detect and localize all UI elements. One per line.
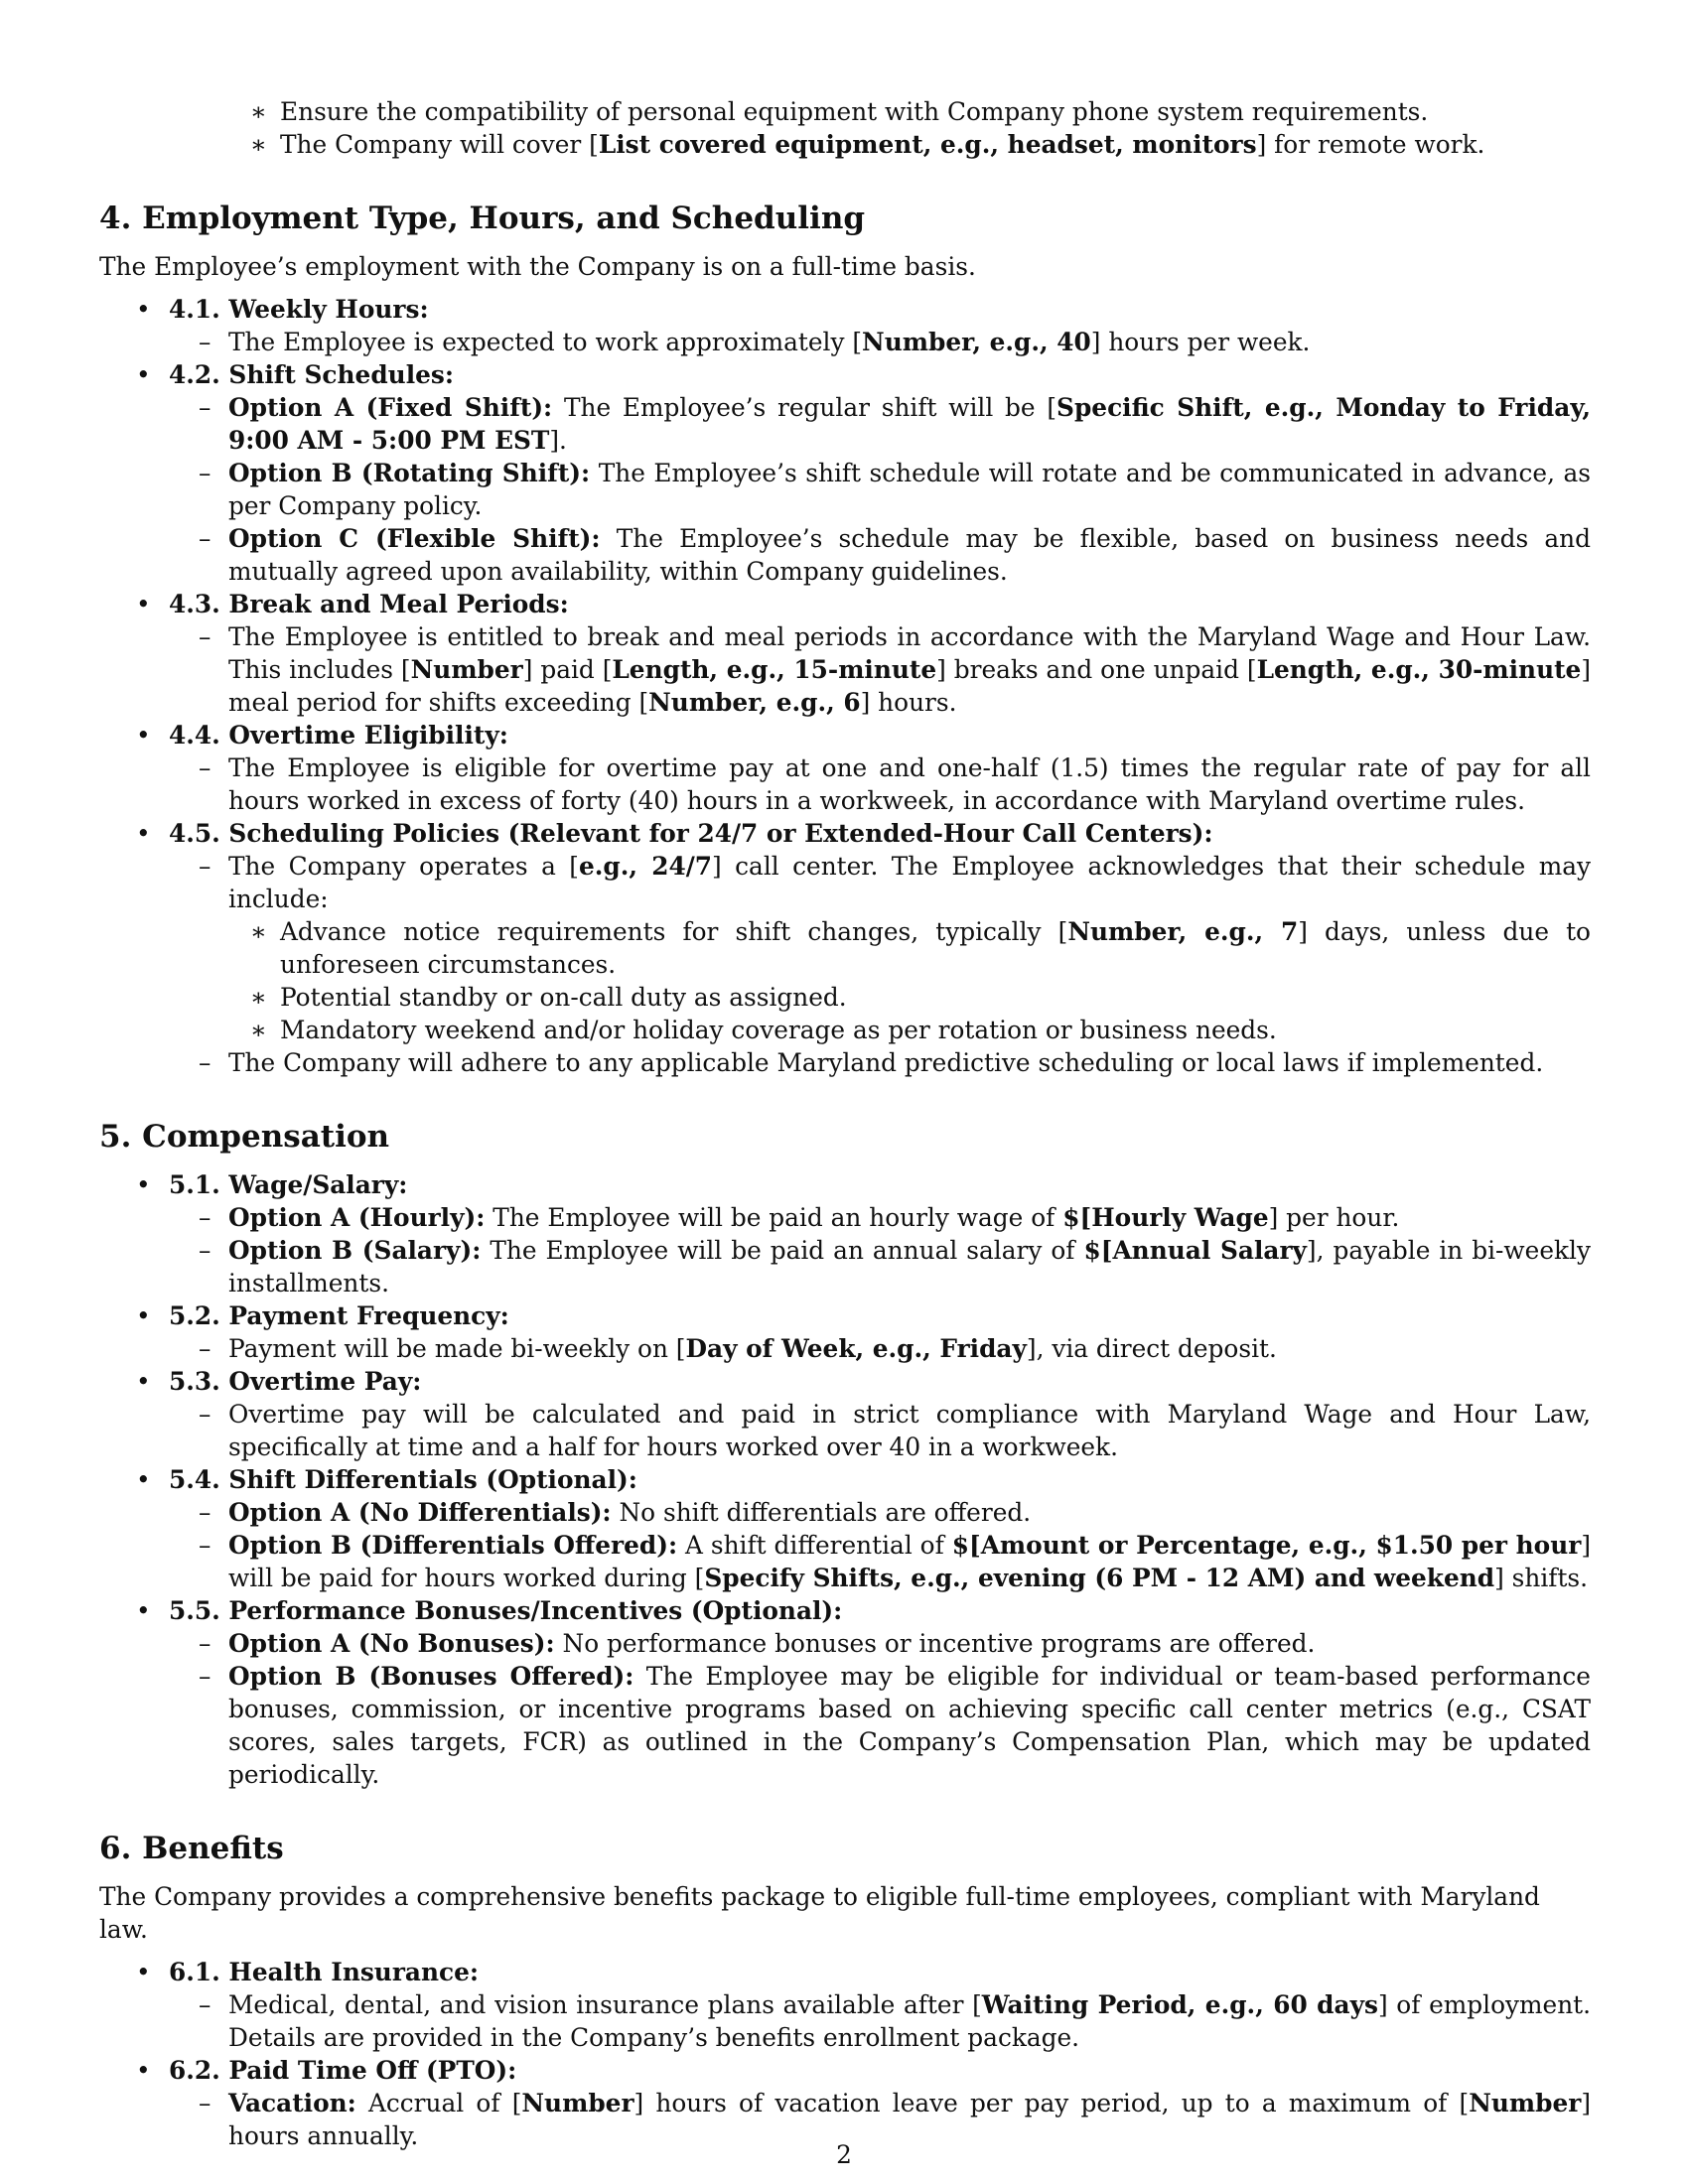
section-4-list [99, 293, 1591, 1079]
list-item: – Option B (Bonuses Offered): The Employee may be eligible for individual or team-based performance bonuses, commission, or incentive programs based on achieving specific call center metrics (e.g., CSAT scores, sales targets, FCR) as outlined in the Company’s Compensation Plan, which may be updated periodically. [228, 1660, 1591, 1791]
placeholder-field: List covered equipment, e.g., headset, monitors [598, 130, 1257, 159]
section-4-intro: The Employee’s employment with the Company is on a full-time basis. [99, 252, 976, 281]
list-item: – Option A (No Differentials): No shift differentials are offered. [228, 1496, 1591, 1529]
clause-label: 6.2. Paid Time Off (PTO): [169, 2056, 517, 2085]
list-item: – The Company operates a [e.g., 24/7] call center. The Employee acknowledges that their schedule may include: ∗ Advance notice requirements for shift changes, typically [Number, e.g., 7] days, unless due to unforeseen circumstances. ∗ Potential standby or on-call duty as assigned. ∗ Mandatory weekend and/or holiday coverage as per rotation or business needs. [228, 850, 1591, 1046]
document-page [99, 95, 1591, 2152]
clause-4-5 [99, 817, 1591, 1079]
list-item: – Overtime pay will be calculated and paid in strict compliance with Maryland Wage and Hour Law, specifically at time and a half for hours worked over 40 in a workweek. [228, 1398, 1591, 1463]
clause-label: 6.1. Health Insurance: [169, 1958, 480, 1986]
equipment-list [280, 95, 1591, 161]
clause-label: 5.5. Performance Bonuses/Incentives (Optional): [169, 1596, 843, 1625]
list-item: ∗ Advance notice requirements for shift changes, typically [Number, e.g., 7] days, unless due to unforeseen circumstances. [280, 915, 1591, 981]
item-text: Ensure the compatibility of personal equipment with Company phone system requirements. [280, 97, 1429, 126]
clause-6-1 [99, 1956, 1591, 2054]
list-item: – Medical, dental, and vision insurance plans available after [Waiting Period, e.g., 60 days] of employment. Details are provided in the Company’s benefits enrollment package. [228, 1988, 1591, 2054]
clause-label: 4.3. Break and Meal Periods: [169, 590, 569, 618]
clause-5-3 [99, 1365, 1591, 1463]
list-item: – Option B (Rotating Shift): The Employee’s shift schedule will rotate and be communicated in advance, as per Company policy. [228, 457, 1591, 522]
list-item: – The Employee is expected to work approximately [Number, e.g., 40] hours per week. [228, 326, 1591, 358]
clause-5-5 [99, 1594, 1591, 1791]
clause-5-1 [99, 1168, 1591, 1299]
clause-label: 5.3. Overtime Pay: [169, 1367, 422, 1396]
list-item [280, 95, 1591, 128]
list-item: – The Employee is eligible for overtime pay at one and one-half (1.5) times the regular rate of pay for all hours worked in excess of forty (40) hours in a workweek, in accordance with Maryland overtime rules. [228, 751, 1591, 817]
list-item: – Option B (Salary): The Employee will be paid an annual salary of $[Annual Salary], payable in bi-weekly installments. [228, 1234, 1591, 1299]
clause-4-4 [99, 719, 1591, 817]
list-item: – Option A (Fixed Shift): The Employee’s regular shift will be [Specific Shift, e.g., Monday to Friday, 9:00 AM - 5:00 PM EST]. [228, 391, 1591, 457]
page-number: 2 [836, 2140, 852, 2169]
list-item: – Option A (No Bonuses): No performance bonuses or incentive programs are offered. [228, 1627, 1591, 1660]
clause-4-2 [99, 358, 1591, 588]
list-item: – Payment will be made bi-weekly on [Day of Week, e.g., Friday], via direct deposit. [228, 1332, 1591, 1365]
clause-label: 4.1. Weekly Hours: [169, 295, 429, 324]
item-text: ] for remote work. [1256, 130, 1485, 159]
list-item: – Vacation: Accrual of [Number] hours of vacation leave per pay period, up to a maximum of [Number] hours annually. [228, 2087, 1591, 2152]
item-text: The Company will cover [ [280, 130, 599, 159]
list-item: – The Employee is entitled to break and meal periods in accordance with the Maryland Wage and Hour Law. This includes [Number] paid [Length, e.g., 15-minute] breaks and one unpaid [Length, e.g., 30-minute] meal period for shifts exceeding [Number, e.g., 6] hours. [228, 620, 1591, 719]
section-6-intro: The Company provides a comprehensive benefits package to eligible full-time employees, compliant with Maryland law. [99, 1882, 1540, 1944]
list-item: – The Company will adhere to any applicable Maryland predictive scheduling or local laws if implemented. [228, 1046, 1591, 1079]
list-item: ∗ Mandatory weekend and/or holiday coverage as per rotation or business needs. [280, 1014, 1591, 1046]
clause-6-2 [99, 2054, 1591, 2152]
placeholder-field: Specific Shift, e.g., Monday to Friday, 9:00 AM - 5:00 PM EST [228, 393, 1591, 455]
clause-label: 5.4. Shift Differentials (Optional): [169, 1465, 637, 1494]
list-item: ∗ Potential standby or on-call duty as assigned. [280, 981, 1591, 1014]
clause-label: 5.2. Payment Frequency: [169, 1301, 509, 1330]
list-item: – Option A (Hourly): The Employee will be paid an hourly wage of $[Hourly Wage] per hour. [228, 1201, 1591, 1234]
clause-4-1 [99, 293, 1591, 358]
clause-label: 4.5. Scheduling Policies (Relevant for 24/7 or Extended-Hour Call Centers): [169, 819, 1213, 848]
section-6-heading: 6. Benefits [99, 1831, 284, 1866]
placeholder-field: Number, e.g., 40 [862, 328, 1091, 356]
list-item: – Option C (Flexible Shift): The Employee’s schedule may be flexible, based on business needs and mutually agreed upon availability, within Company guidelines. [228, 522, 1591, 588]
section-4-heading: 4. Employment Type, Hours, and Scheduling [99, 201, 866, 236]
list-item: – Option B (Differentials Offered): A shift differential of $[Amount or Percentage, e.g., $1.50 per hour] will be paid for hours worked during [Specify Shifts, e.g., evening (6 PM - 12 AM) and weekend] shifts. [228, 1529, 1591, 1594]
clause-label: 5.1. Wage/Salary: [169, 1170, 408, 1199]
clause-4-3 [99, 588, 1591, 719]
list-item [280, 128, 1591, 161]
clause-5-4 [99, 1463, 1591, 1594]
clause-5-2 [99, 1299, 1591, 1365]
section-6-list [99, 1956, 1591, 2152]
clause-label: 4.4. Overtime Eligibility: [169, 721, 508, 750]
section-5-heading: 5. Compensation [99, 1119, 390, 1155]
clause-label: 4.2. Shift Schedules: [169, 360, 455, 389]
section-5-list [99, 1168, 1591, 1791]
